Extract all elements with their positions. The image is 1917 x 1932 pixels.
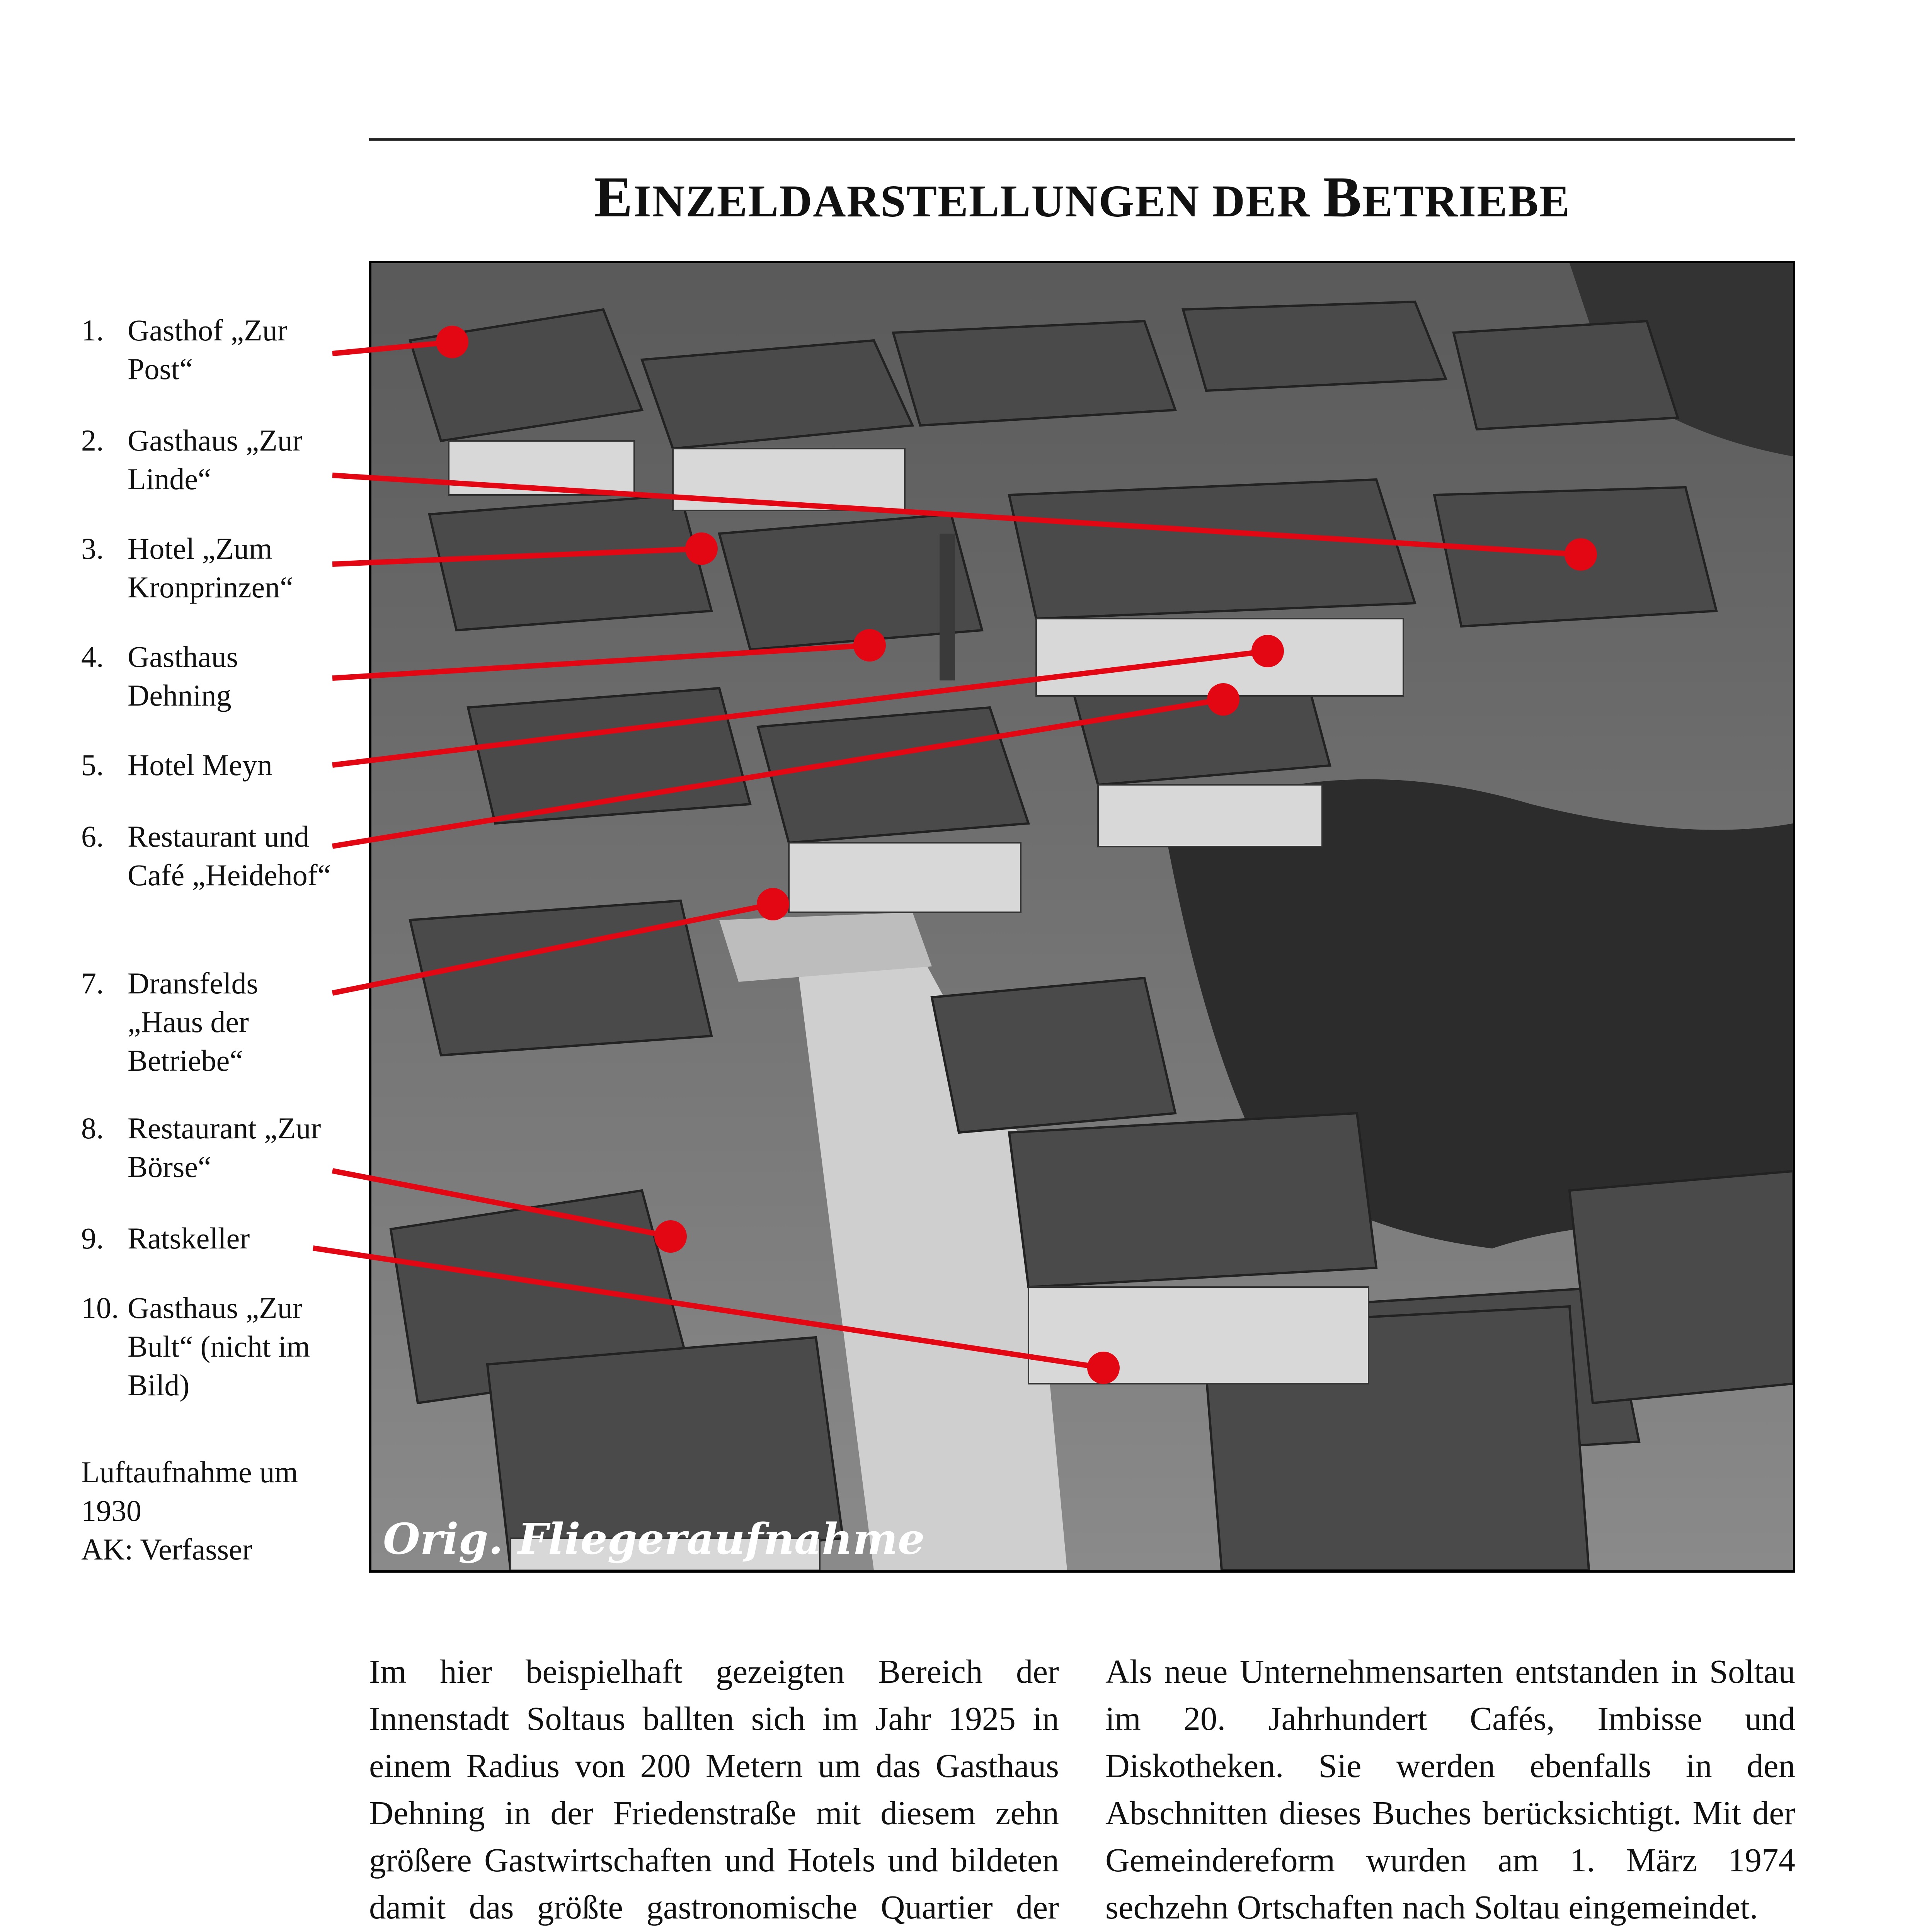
legend-item: 9. Ratskeller bbox=[81, 1221, 250, 1255]
photo-caption bbox=[81, 1453, 344, 1569]
legend-item: 5. Hotel Meyn bbox=[81, 748, 272, 782]
body-paragraph: Als neue Unternehmensarten entstanden in Soltau im 20. Jahrhundert Cafés, Imbisse und Diskotheken. Sie werden ebenfalls in den Abschnitten dieses Buches berücksichtigt. Mit der Gemeindereform wurden am 1. März 1974 sechzehn Ortschaften nach Soltau eingemeindet. bbox=[1105, 1653, 1795, 1926]
body-column-right bbox=[1105, 1648, 1795, 1932]
legend-item: 8. Restaurant „Zur Börse“ bbox=[81, 1111, 321, 1184]
caption-description: Luftaufnahme um 1930 bbox=[81, 1455, 298, 1527]
legend-item: 2. Gasthaus „Zur Linde“ bbox=[81, 423, 303, 496]
caption-credit: AK: Verfasser bbox=[81, 1532, 252, 1566]
legend-item: 4. Gasthaus Dehning bbox=[81, 640, 238, 712]
header-rule bbox=[369, 138, 1795, 141]
body-paragraph: Im hier beispielhaft gezeigten Bereich der Innenstadt Soltaus ballten sich im Jahr 1925 in einem Radius von 200 Metern um das Gasthaus Dehning in der Friedenstraße mit diesem zehn größere Gastwirtschaften und Hotels und bildeten damit das größte gastronomische Quartier der bbox=[369, 1653, 1059, 1926]
aerial-photo bbox=[369, 261, 1795, 1573]
page-title: EINZELDARSTELLUNGEN DER BETRIEBE bbox=[594, 165, 1571, 229]
body-column-left bbox=[369, 1648, 1059, 1932]
legend-item: 7. Dransfelds „Haus der Betriebe“ bbox=[81, 966, 258, 1077]
legend-item: 6. Restaurant und Café „Heidehof“ bbox=[81, 820, 331, 892]
photo-overlay-text: Orig. Fliegeraufnahme bbox=[383, 1514, 925, 1564]
legend-item: 3. Hotel „Zum Kronprinzen“ bbox=[81, 532, 293, 604]
legend-item: 1. Gasthof „Zur Post“ bbox=[81, 313, 288, 386]
legend-item: 10. Gasthaus „Zur Bult“ (nicht im Bild) bbox=[81, 1291, 310, 1402]
